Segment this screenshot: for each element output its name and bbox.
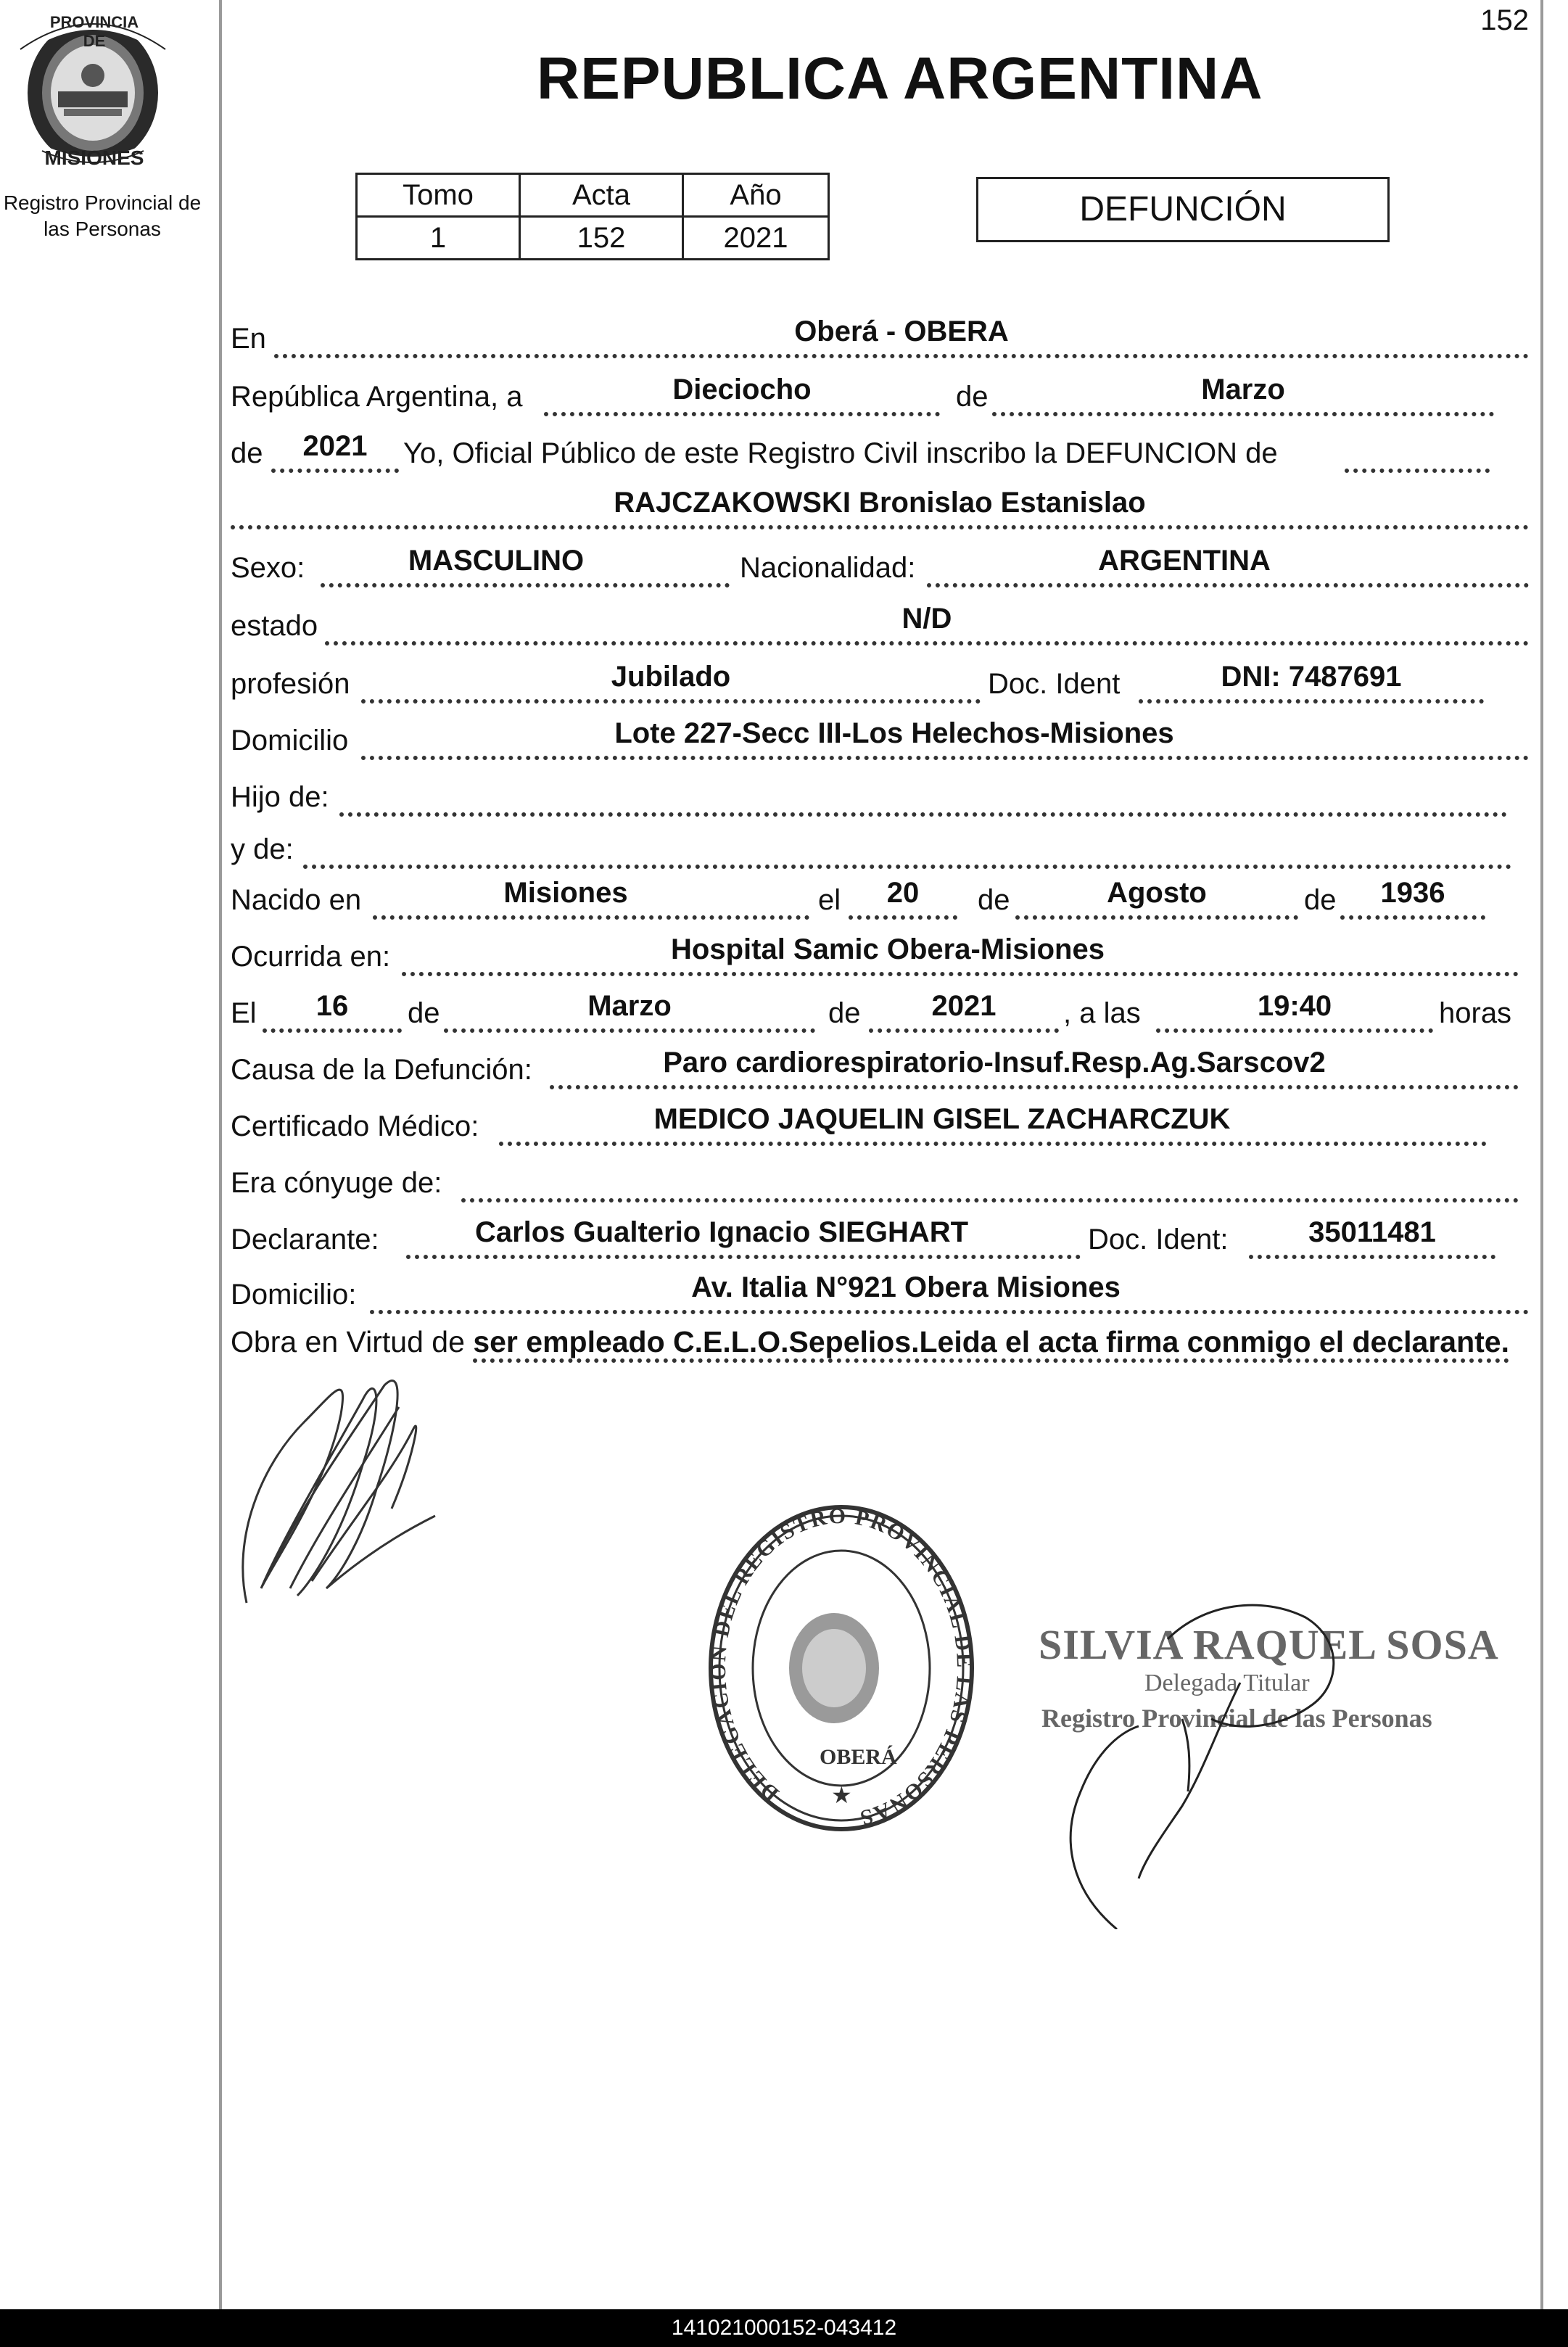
value-tomo: 1 (357, 217, 520, 260)
label-oficial-text: Yo, Oficial Público de este Registro Civil inscribo la DEFUNCION de (403, 437, 1278, 469)
label-nacido: Nacido en (231, 884, 362, 916)
seal-bottom-text: MISIONES (44, 147, 144, 169)
document-title: REPUBLICA ARGENTINA (537, 46, 1263, 112)
value-domicilio: Lote 227-Secc III-Los Helechos-Misiones (614, 717, 1174, 749)
label-nacionalidad: Nacionalidad: (740, 552, 916, 584)
label-causa: Causa de la Defunción: (231, 1054, 532, 1086)
value-lugar: Oberá - OBERA (794, 315, 1009, 347)
label-en: En (231, 323, 266, 355)
field-nacionalidad (927, 538, 1529, 587)
value-virtud: ser empleado C.E.L.O.Sepelios.Leida el acta firma conmigo el declarante. (473, 1325, 1509, 1363)
declarant-signature (218, 1356, 450, 1625)
record-type-box: DEFUNCIÓN (976, 177, 1390, 242)
document-footer-code: 141021000152-043412 (0, 2309, 1568, 2347)
label-virtud: Obra en Virtud de (231, 1325, 465, 1358)
registry-label-line1: Registro Provincial de (3, 191, 202, 214)
label-certificado: Certificado Médico: (231, 1110, 479, 1142)
value-domicilio2: Av. Italia N°921 Obera Misiones (691, 1271, 1121, 1303)
field-yde (303, 820, 1511, 869)
value-mes: Marzo (1201, 374, 1285, 405)
field-sexo (321, 538, 730, 587)
value-nac-dia: 20 (886, 877, 920, 909)
seal-top-text: PROVINCIA DE (49, 13, 139, 50)
value-acta: 152 (520, 217, 683, 260)
label-de-2: de (231, 437, 263, 469)
label-sexo: Sexo: (231, 552, 305, 584)
field-hijo (339, 767, 1507, 817)
field-dia-letras (544, 367, 940, 416)
label-republica: República Argentina, a (231, 381, 523, 413)
field-def-mes (444, 983, 815, 1033)
field-oficial-blank (1345, 424, 1490, 473)
value-def-mes: Marzo (587, 990, 672, 1022)
value-estado: N/D (901, 603, 952, 635)
stamp-ring-text: DELEGACION DEL REGISTRO PROVINCIAL DE LAS PERSONAS (706, 1504, 977, 1831)
field-nombre (231, 480, 1529, 529)
value-anio: 2021 (683, 217, 829, 260)
field-doc2 (1249, 1210, 1495, 1259)
field-def-anio (869, 983, 1059, 1033)
registry-stamp (696, 1494, 986, 1842)
label-de-3: de (978, 884, 1010, 916)
label-de-6: de (828, 997, 861, 1029)
value-anio: 2021 (302, 430, 368, 462)
field-declarante (406, 1210, 1081, 1259)
value-profesion: Jubilado (611, 661, 731, 693)
value-nacionalidad: ARGENTINA (1098, 545, 1271, 577)
value-declarante: Carlos Gualterio Ignacio SIEGHART (474, 1216, 969, 1248)
value-nombre: RAJCZAKOWSKI Bronislao Estanislao (614, 487, 1146, 519)
label-domicilio2: Domicilio: (231, 1279, 357, 1311)
signatory-name: SILVIA RAQUEL SOSA (1039, 1621, 1499, 1668)
label-el: el (818, 884, 841, 916)
value-doc2: 35011481 (1308, 1216, 1436, 1248)
label-declarante: Declarante: (231, 1224, 379, 1255)
label-estado: estado (231, 610, 318, 642)
header-tomo: Tomo (357, 174, 520, 217)
right-margin-line (1540, 0, 1543, 2309)
record-table (355, 173, 830, 260)
label-domicilio: Domicilio (231, 725, 349, 756)
value-hora: 19:40 (1257, 990, 1332, 1022)
field-domicilio (361, 711, 1529, 760)
label-doc2: Doc. Ident: (1088, 1224, 1229, 1255)
value-nacido-lugar: Misiones (503, 877, 628, 909)
value-nac-mes: Agosto (1107, 877, 1207, 909)
value-ocurrida: Hospital Samic Obera-Misiones (671, 933, 1105, 965)
field-doc (1139, 654, 1484, 704)
left-margin-line (219, 0, 222, 2309)
field-hora (1156, 983, 1433, 1033)
stamp-star-icon: ★ (831, 1782, 852, 1808)
signatory-org: Registro Provincial de las Personas (1041, 1704, 1432, 1733)
record-table-value-row (357, 217, 829, 260)
record-table-header-row (357, 174, 829, 217)
value-dia-letras: Dieciocho (672, 374, 812, 405)
field-ocurrida (402, 927, 1519, 976)
value-doc: DNI: 7487691 (1221, 661, 1402, 693)
field-nacido-lugar (373, 870, 809, 920)
official-signature (1001, 1552, 1407, 1929)
field-nac-mes (1015, 870, 1298, 920)
label-horas: horas (1439, 997, 1512, 1029)
field-conyuge (461, 1153, 1519, 1203)
field-lugar (274, 309, 1529, 358)
field-domicilio2 (370, 1265, 1529, 1314)
value-causa: Paro cardiorespiratorio-Insuf.Resp.Ag.Sarscov2 (663, 1047, 1326, 1078)
label-de-5: de (408, 997, 440, 1029)
field-estado (325, 596, 1529, 645)
field-nac-anio (1340, 870, 1485, 920)
stamp-center-text: OBERÁ (820, 1745, 897, 1769)
field-profesion (361, 654, 981, 704)
label-conyuge: Era cónyuge de: (231, 1167, 442, 1199)
registry-label (0, 190, 205, 242)
value-nac-anio: 1936 (1380, 877, 1445, 909)
header-anio: Año (683, 174, 829, 217)
label-yde: y de: (231, 833, 294, 865)
label-hijo: Hijo de: (231, 781, 329, 813)
registry-label-line2: las Personas (44, 218, 161, 240)
field-causa (550, 1040, 1519, 1089)
field-certificado (499, 1097, 1487, 1146)
field-mes (992, 367, 1494, 416)
label-de-4: de (1304, 884, 1337, 916)
label-el2: El (231, 997, 257, 1029)
label-profesion: profesión (231, 668, 350, 700)
header-acta: Acta (520, 174, 683, 217)
field-def-dia (263, 983, 402, 1033)
label-alas: , a las (1063, 997, 1141, 1029)
label-doc: Doc. Ident (988, 668, 1121, 700)
label-de-1: de (956, 381, 989, 413)
value-def-anio: 2021 (931, 990, 996, 1022)
value-sexo: MASCULINO (408, 545, 585, 577)
field-anio (271, 424, 399, 473)
value-def-dia: 16 (315, 990, 349, 1022)
field-nac-dia (849, 870, 957, 920)
value-certificado: MEDICO JAQUELIN GISEL ZACHARCZUK (653, 1103, 1231, 1135)
signatory-role: Delegada Titular (1144, 1670, 1310, 1696)
label-ocurrida: Ocurrida en: (231, 941, 391, 973)
page-number: 152 (1480, 4, 1529, 36)
